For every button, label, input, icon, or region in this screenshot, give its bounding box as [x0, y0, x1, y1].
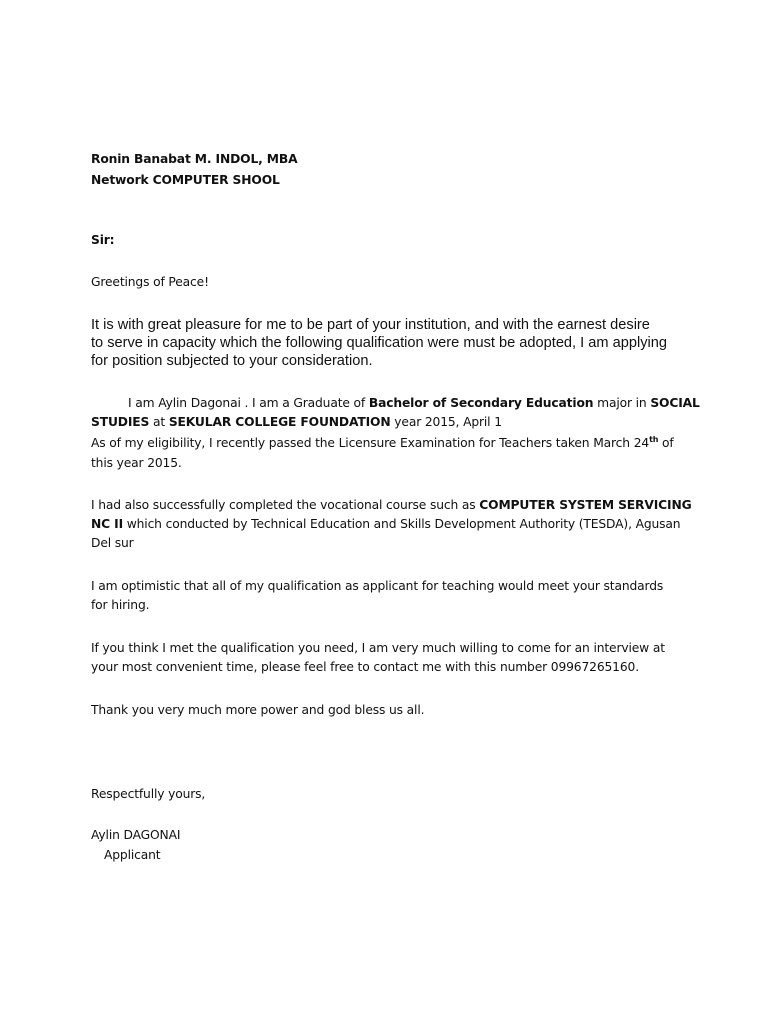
signature-name: Aylin DAGONAI — [91, 828, 181, 842]
exam-line-2: this year 2015. — [91, 456, 182, 470]
vocational-line-1: I had also successfully completed the vocational course such as COMPUTER SYSTEM SERVICING — [91, 498, 692, 512]
optimism-line-1: I am optimistic that all of my qualification as applicant for teaching would meet your standards — [91, 579, 664, 593]
closing: Respectfully yours, — [91, 787, 206, 801]
vocational-line-3: Del sur — [91, 536, 134, 550]
salutation: Sir: — [91, 233, 115, 247]
intro-line-2: to serve in capacity which the following qualification were must be adopted, I am applying — [91, 335, 667, 351]
intro-line-3: for position subjected to your consideration. — [91, 353, 373, 369]
thanks-line: Thank you very much more power and god bless us all. — [91, 703, 425, 717]
intro-line-1: It is with great pleasure for me to be part of your institution, and with the earnest desire — [91, 317, 650, 333]
recipient-org: Network COMPUTER SHOOL — [91, 173, 280, 187]
signature-title: Applicant — [104, 848, 161, 862]
contact-line-2: your most convenient time, please feel free to contact me with this number 09967265160. — [91, 660, 639, 674]
optimism-line-2: for hiring. — [91, 598, 150, 612]
recipient-name: Ronin Banabat M. INDOL, MBA — [91, 152, 298, 166]
greeting: Greetings of Peace! — [91, 275, 209, 289]
education-line-2: STUDIES at SEKULAR COLLEGE FOUNDATION year 2015, April 1 — [91, 415, 502, 429]
exam-line-1: As of my eligibility, I recently passed the Licensure Examination for Teachers taken March 24th of — [91, 435, 674, 450]
vocational-line-2: NC II which conducted by Technical Education and Skills Development Authority (TESDA), Agusan — [91, 517, 681, 531]
contact-line-1: If you think I met the qualification you need, I am very much willing to come for an interview at — [91, 641, 665, 655]
education-line-1: I am Aylin Dagonai . I am a Graduate of Bachelor of Secondary Education major in SOCIAL — [128, 396, 700, 410]
